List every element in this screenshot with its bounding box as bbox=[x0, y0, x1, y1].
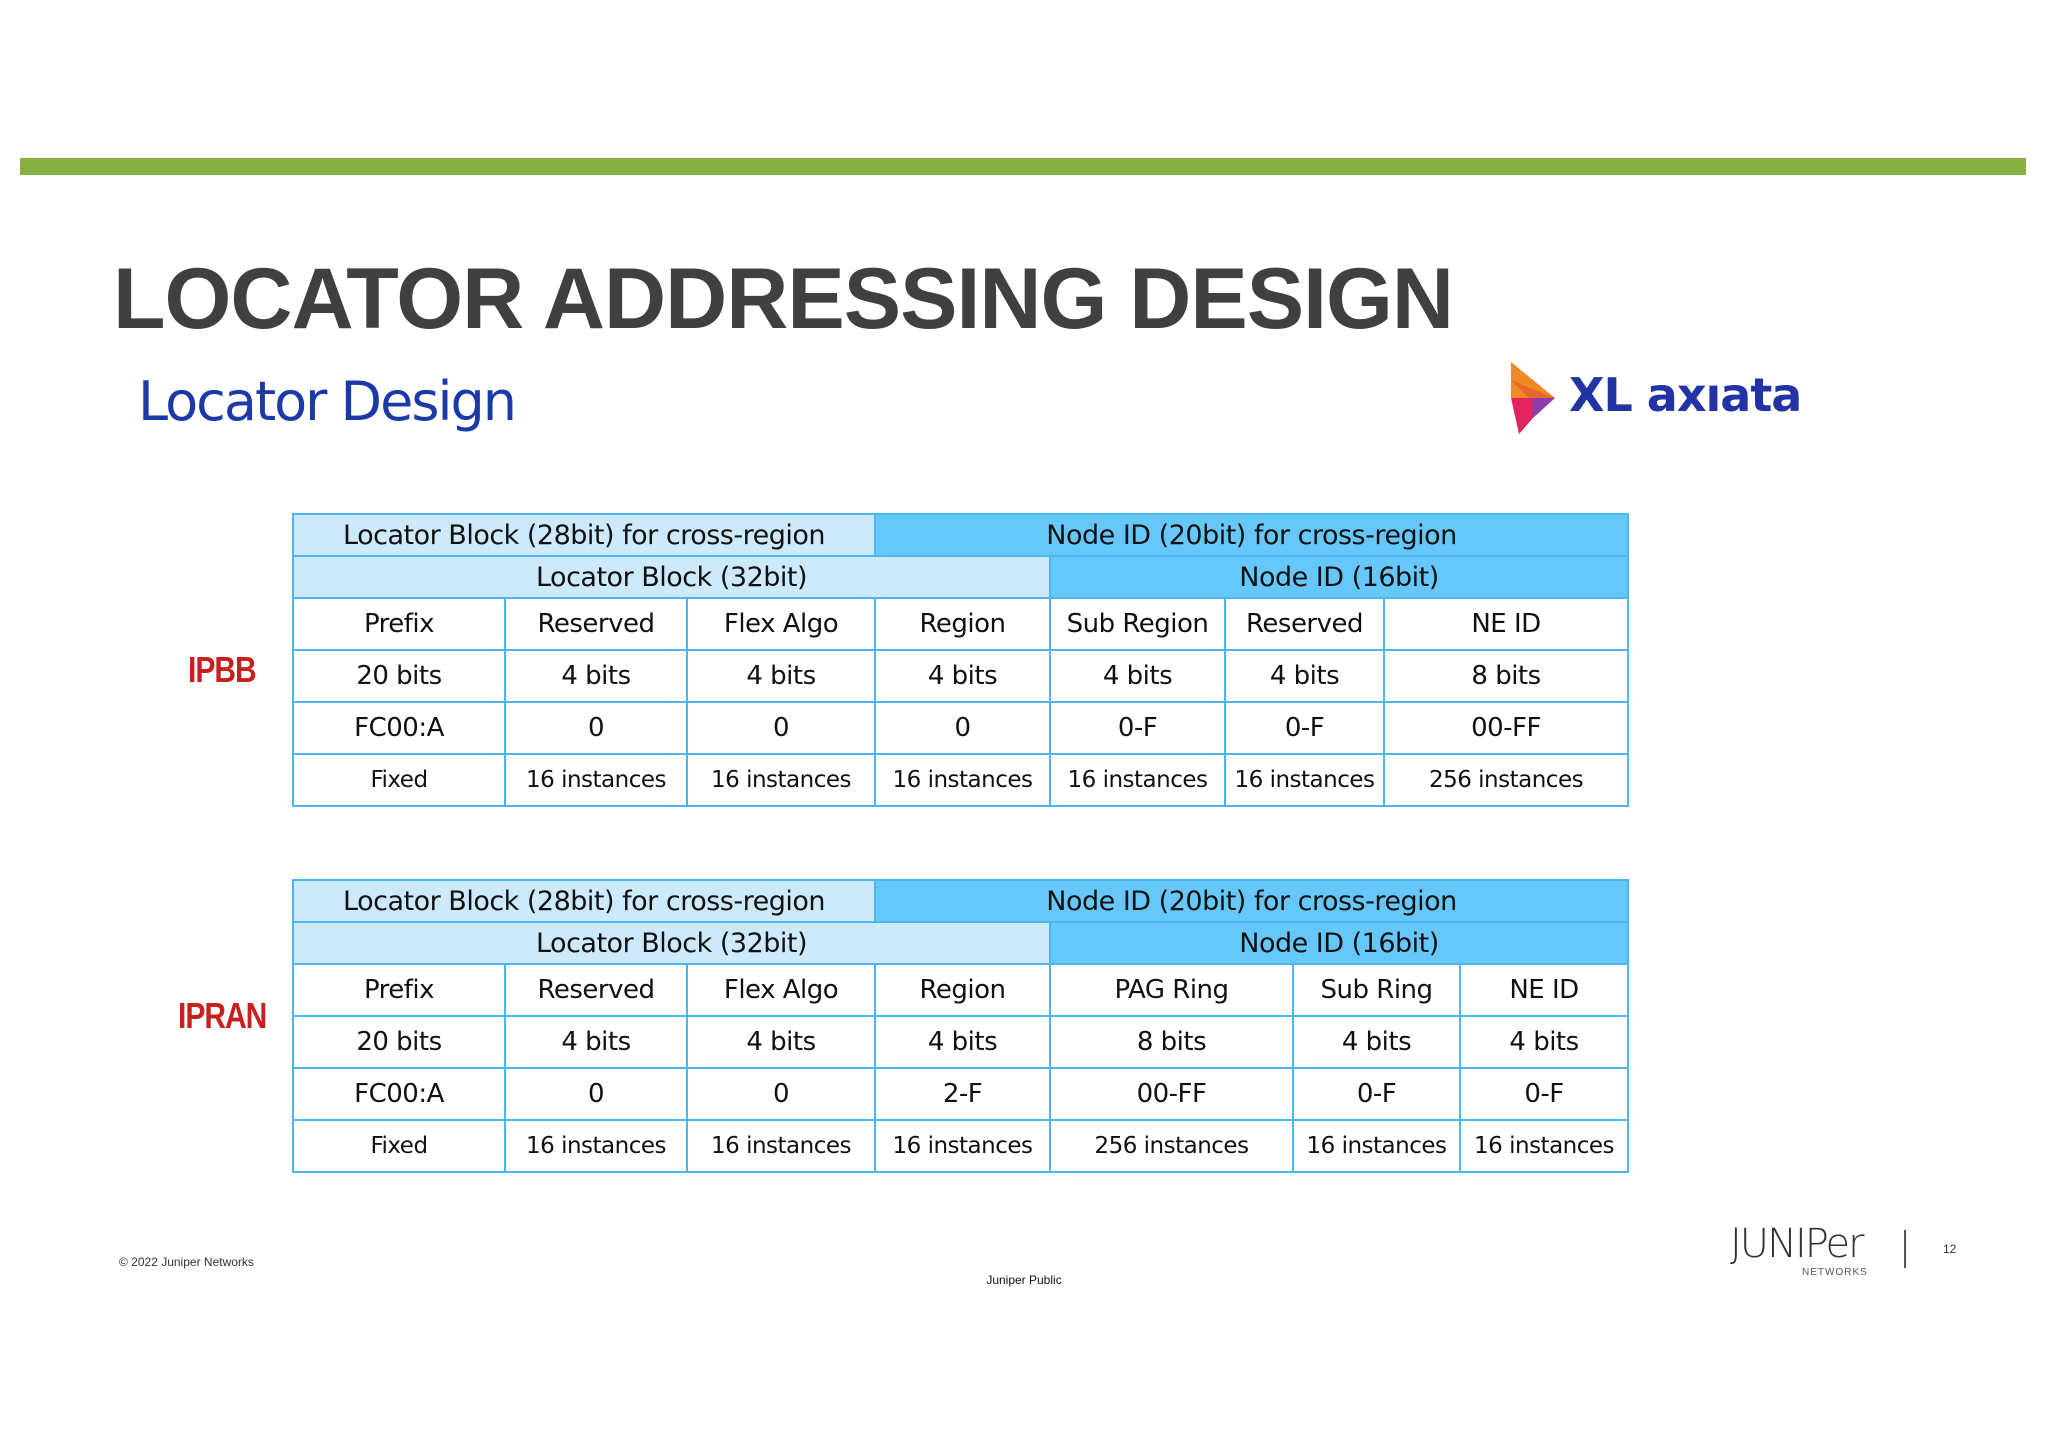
table-cell: 0 bbox=[505, 702, 687, 754]
classification-label: Juniper Public bbox=[986, 1273, 1062, 1287]
table-row bbox=[293, 922, 1628, 964]
header-node-id-20bit: Node ID (20bit) for cross-region bbox=[875, 514, 1628, 556]
table-cell: Reserved bbox=[1225, 598, 1384, 650]
header-locator-32bit: Locator Block (32bit) bbox=[293, 922, 1050, 964]
table-cell: Prefix bbox=[293, 964, 505, 1016]
table-cell: 0 bbox=[505, 1068, 687, 1120]
table-cell: 4 bits bbox=[687, 1016, 875, 1068]
xl-axiata-logo bbox=[1505, 362, 1802, 434]
table-cell: 16 instances bbox=[1460, 1120, 1628, 1172]
table-cell: 00-FF bbox=[1384, 702, 1628, 754]
table-cell: 8 bits bbox=[1050, 1016, 1293, 1068]
table-cell: Flex Algo bbox=[687, 964, 875, 1016]
table-cell: NE ID bbox=[1460, 964, 1628, 1016]
table-cell: NE ID bbox=[1384, 598, 1628, 650]
ipbb-locator-table bbox=[292, 513, 1629, 807]
table-row bbox=[293, 754, 1628, 806]
table-cell: 4 bits bbox=[1225, 650, 1384, 702]
header-locator-28bit: Locator Block (28bit) for cross-region bbox=[293, 880, 875, 922]
table-row bbox=[293, 556, 1628, 598]
table-cell: 16 instances bbox=[687, 1120, 875, 1172]
juniper-logo-sub: NETWORKS bbox=[1802, 1267, 1868, 1278]
table-cell: Region bbox=[875, 598, 1050, 650]
table-row bbox=[293, 1016, 1628, 1068]
table-cell: 16 instances bbox=[875, 754, 1050, 806]
table-cell: 2-F bbox=[875, 1068, 1050, 1120]
header-locator-32bit: Locator Block (32bit) bbox=[293, 556, 1050, 598]
table-cell: Reserved bbox=[505, 598, 687, 650]
table-cell: Sub Region bbox=[1050, 598, 1225, 650]
subtitle: Locator Design bbox=[138, 370, 515, 433]
juniper-logo: JUNIPer bbox=[1730, 1221, 1863, 1267]
header-node-id-20bit: Node ID (20bit) for cross-region bbox=[875, 880, 1628, 922]
table-cell: 16 instances bbox=[1293, 1120, 1460, 1172]
xl-axiata-mark-icon bbox=[1505, 362, 1561, 434]
table-cell: PAG Ring bbox=[1050, 964, 1293, 1016]
table-row bbox=[293, 514, 1628, 556]
table-cell: 16 instances bbox=[505, 754, 687, 806]
table-cell: Fixed bbox=[293, 1120, 505, 1172]
table-cell: 256 instances bbox=[1384, 754, 1628, 806]
table-cell: Sub Ring bbox=[1293, 964, 1460, 1016]
table-cell: Region bbox=[875, 964, 1050, 1016]
table-cell: 0 bbox=[687, 702, 875, 754]
table-row bbox=[293, 880, 1628, 922]
table-cell: 20 bits bbox=[293, 1016, 505, 1068]
table-cell: 00-FF bbox=[1050, 1068, 1293, 1120]
table-cell: FC00:A bbox=[293, 1068, 505, 1120]
table-cell: 8 bits bbox=[1384, 650, 1628, 702]
table-row bbox=[293, 1120, 1628, 1172]
table-cell: 0-F bbox=[1050, 702, 1225, 754]
table-row bbox=[293, 1068, 1628, 1120]
table-cell: 4 bits bbox=[875, 650, 1050, 702]
table-cell: 4 bits bbox=[505, 1016, 687, 1068]
table-cell: 4 bits bbox=[505, 650, 687, 702]
table-cell: 256 instances bbox=[1050, 1120, 1293, 1172]
table-cell: 16 instances bbox=[875, 1120, 1050, 1172]
copyright: © 2022 Juniper Networks bbox=[119, 1255, 254, 1269]
table-row bbox=[293, 598, 1628, 650]
table-cell: 4 bits bbox=[1050, 650, 1225, 702]
table-cell: 16 instances bbox=[687, 754, 875, 806]
table-cell: 0-F bbox=[1225, 702, 1384, 754]
header-locator-28bit: Locator Block (28bit) for cross-region bbox=[293, 514, 875, 556]
table-row bbox=[293, 702, 1628, 754]
table-cell: 4 bits bbox=[875, 1016, 1050, 1068]
table-cell: 16 instances bbox=[505, 1120, 687, 1172]
table-cell: 0 bbox=[687, 1068, 875, 1120]
table-cell: 16 instances bbox=[1050, 754, 1225, 806]
table-cell: 20 bits bbox=[293, 650, 505, 702]
table-row bbox=[293, 650, 1628, 702]
table-cell: Fixed bbox=[293, 754, 505, 806]
ipbb-label: IPBB bbox=[188, 650, 256, 691]
table-cell: Reserved bbox=[505, 964, 687, 1016]
ipran-locator-table bbox=[292, 879, 1629, 1173]
table-cell: Flex Algo bbox=[687, 598, 875, 650]
header-node-id-16bit: Node ID (16bit) bbox=[1050, 556, 1628, 598]
table-cell: 0 bbox=[875, 702, 1050, 754]
table-cell: 4 bits bbox=[1293, 1016, 1460, 1068]
page-title: LOCATOR ADDRESSING DESIGN bbox=[113, 251, 1453, 347]
table-cell: 4 bits bbox=[687, 650, 875, 702]
logo-text: XL axıata bbox=[1569, 368, 1802, 422]
table-cell: FC00:A bbox=[293, 702, 505, 754]
table-cell: 16 instances bbox=[1225, 754, 1384, 806]
page-number: 12 bbox=[1943, 1242, 1957, 1256]
header-node-id-16bit: Node ID (16bit) bbox=[1050, 922, 1628, 964]
table-cell: 0-F bbox=[1293, 1068, 1460, 1120]
ipran-label: IPRAN bbox=[178, 996, 267, 1037]
table-cell: 0-F bbox=[1460, 1068, 1628, 1120]
table-cell: Prefix bbox=[293, 598, 505, 650]
table-row bbox=[293, 964, 1628, 1016]
accent-bar bbox=[20, 158, 2026, 175]
table-cell: 4 bits bbox=[1460, 1016, 1628, 1068]
footer-divider bbox=[1904, 1230, 1906, 1268]
